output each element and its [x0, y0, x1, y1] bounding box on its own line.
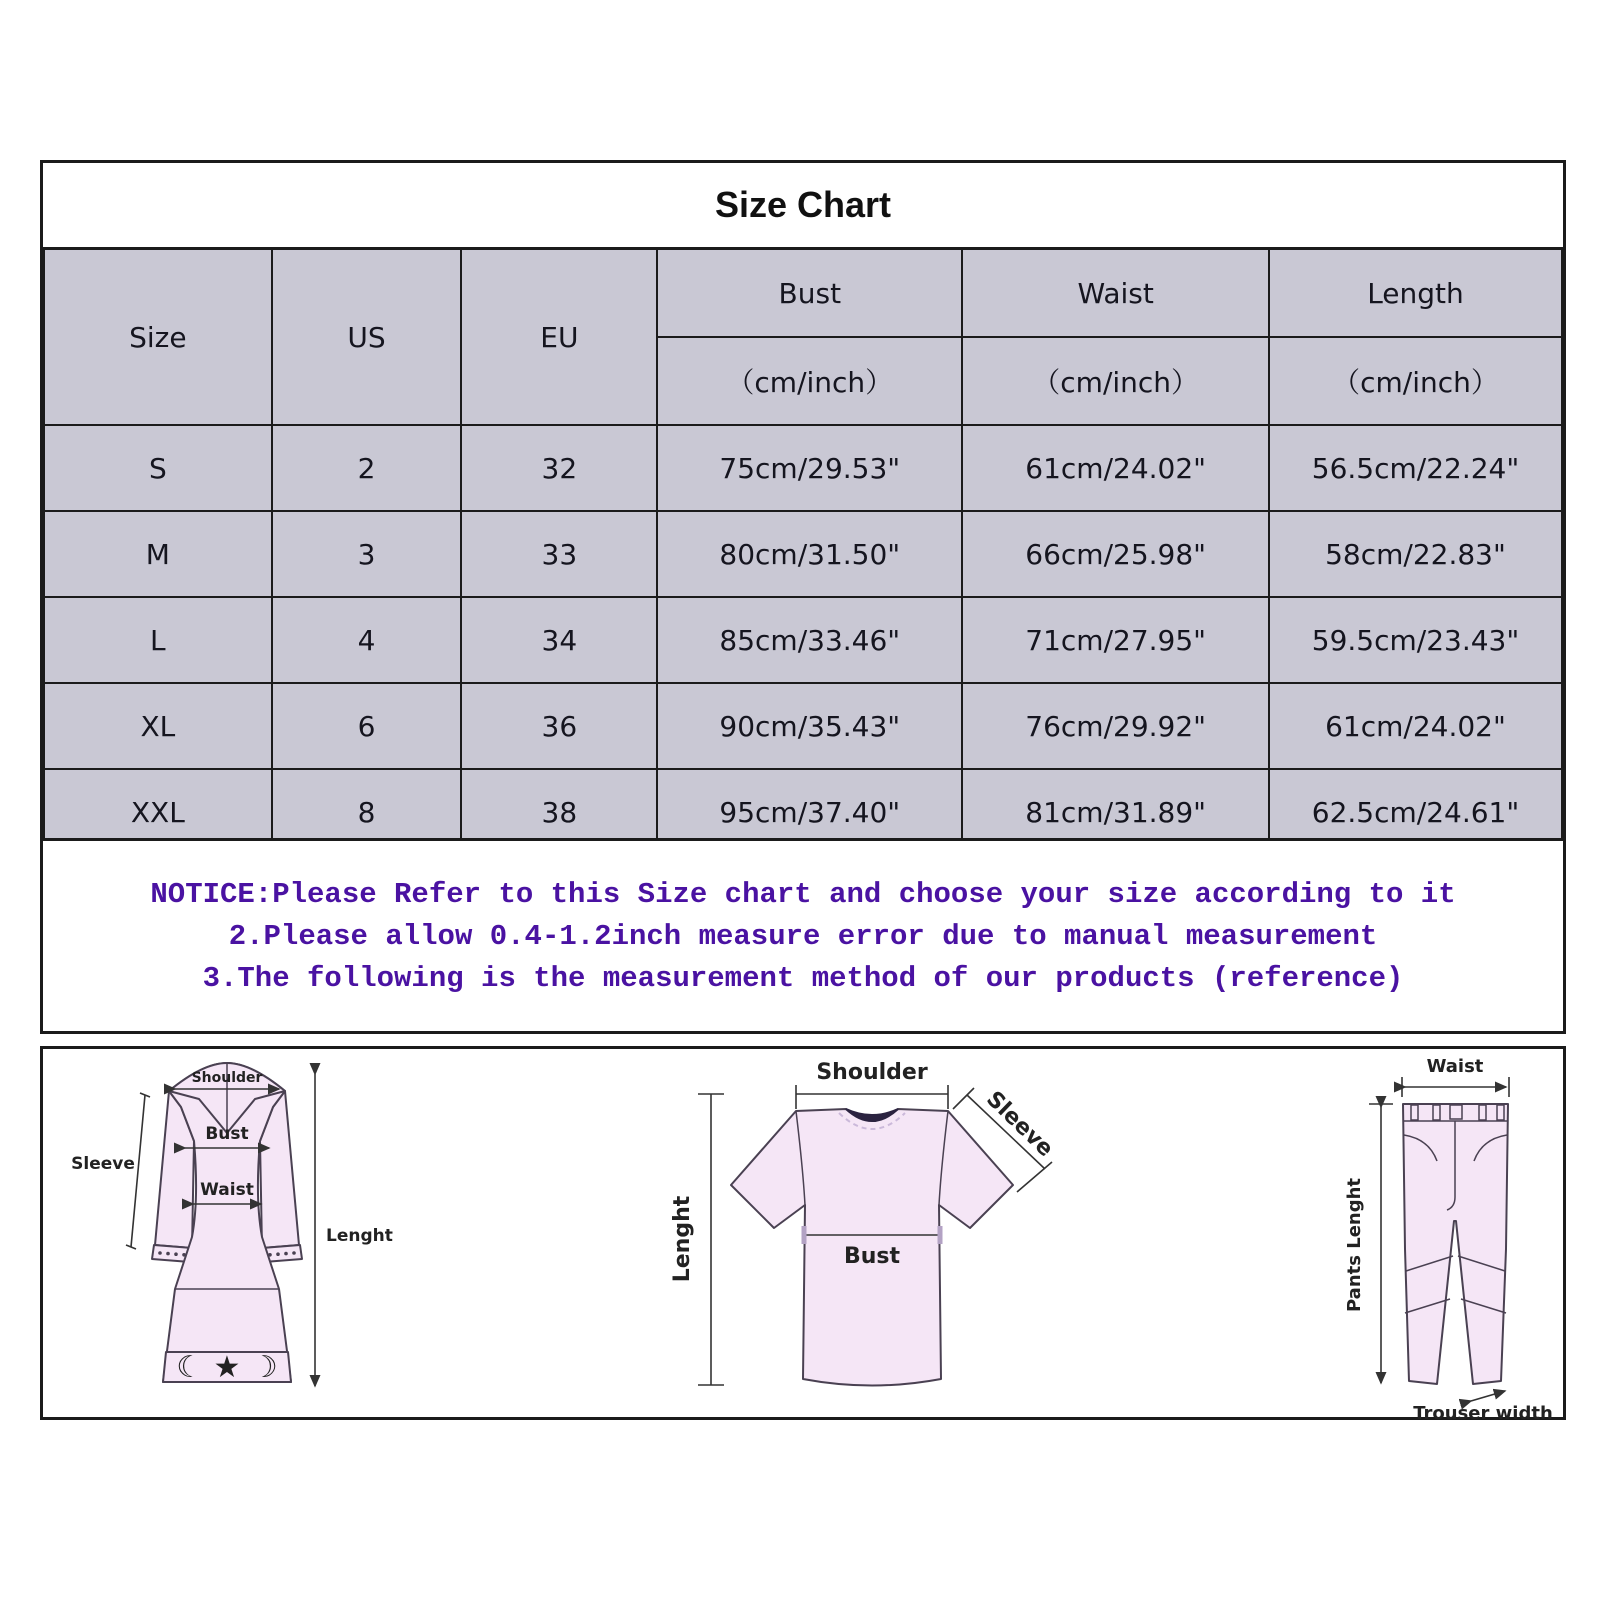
- dress-shoulder-label: Shoulder: [191, 1070, 263, 1086]
- eu-cell: 36: [461, 683, 657, 769]
- eu-cell: 38: [461, 769, 657, 855]
- waist-cell: 71cm/27.95": [962, 597, 1269, 683]
- bust-cell: 80cm/31.50": [657, 511, 962, 597]
- column-header-bust: Bust: [657, 249, 962, 338]
- size-cell: L: [44, 597, 272, 683]
- dress-hem-moon-pattern: ☾ ★ ☽: [176, 1350, 278, 1385]
- table-row: [44, 597, 1562, 683]
- pants-length-label: Pants Lenght: [1344, 1177, 1365, 1313]
- page-title: Size Chart: [44, 163, 1562, 249]
- eu-cell: 33: [461, 511, 657, 597]
- size-cell: XL: [44, 683, 272, 769]
- tshirt-length-label: Lenght: [670, 1195, 695, 1283]
- tshirt-shoulder-label: Shoulder: [816, 1060, 928, 1085]
- dress-waist-label: Waist: [200, 1180, 254, 1200]
- us-cell: 8: [272, 769, 462, 855]
- measurement-diagrams-section: [40, 1046, 1566, 1420]
- pants-trouser-width-label: Trouser width: [1413, 1403, 1553, 1421]
- length-cell: 61cm/24.02": [1269, 683, 1562, 769]
- length-cell: 58cm/22.83": [1269, 511, 1562, 597]
- unit-header-bust: （cm/inch）: [657, 337, 962, 425]
- column-header-eu: EU: [461, 249, 657, 426]
- size-cell: S: [44, 425, 272, 511]
- table-header-row: [44, 249, 1562, 338]
- dress-measurement-diagram: [63, 1049, 493, 1421]
- tshirt-measurement-diagram: [643, 1049, 1123, 1421]
- length-cell: 56.5cm/22.24": [1269, 425, 1562, 511]
- column-header-size: Size: [44, 249, 272, 426]
- column-header-us: US: [272, 249, 462, 426]
- table-row: [44, 511, 1562, 597]
- bust-cell: 75cm/29.53": [657, 425, 962, 511]
- table-row: [44, 683, 1562, 769]
- table-row: [44, 425, 1562, 511]
- table-title-row: [44, 163, 1562, 249]
- bust-cell: 85cm/33.46": [657, 597, 962, 683]
- pants-measurement-diagram: [1153, 1049, 1573, 1421]
- bust-cell: 90cm/35.43": [657, 683, 962, 769]
- waist-cell: 81cm/31.89": [962, 769, 1269, 855]
- us-cell: 2: [272, 425, 462, 511]
- pants-trouser-width-measure-line: [1471, 1391, 1505, 1401]
- pants-waist-label: Waist: [1426, 1056, 1484, 1077]
- waist-cell: 61cm/24.02": [962, 425, 1269, 511]
- tshirt-sleeve-tick-bottom: [1017, 1162, 1052, 1192]
- waist-cell: 66cm/25.98": [962, 511, 1269, 597]
- notice-section: [40, 838, 1566, 1034]
- size-table: [43, 163, 1563, 856]
- column-header-waist: Waist: [962, 249, 1269, 338]
- notice-line-3: 3.The following is the measurement method of our products (reference): [202, 961, 1404, 995]
- dress-bust-label: Bust: [205, 1124, 249, 1144]
- us-cell: 3: [272, 511, 462, 597]
- unit-header-waist: （cm/inch）: [962, 337, 1269, 425]
- eu-cell: 34: [461, 597, 657, 683]
- length-cell: 59.5cm/23.43": [1269, 597, 1562, 683]
- bust-cell: 95cm/37.40": [657, 769, 962, 855]
- tshirt-bust-label: Bust: [843, 1244, 901, 1269]
- notice-line-2: 2.Please allow 0.4-1.2inch measure error due to manual measurement: [228, 919, 1378, 953]
- us-cell: 4: [272, 597, 462, 683]
- length-cell: 62.5cm/24.61": [1269, 769, 1562, 855]
- unit-header-length: （cm/inch）: [1269, 337, 1562, 425]
- us-cell: 6: [272, 683, 462, 769]
- tshirt-sleeve-label: Sleeve: [981, 1086, 1058, 1162]
- size-table-section: [40, 160, 1566, 838]
- waist-cell: 76cm/29.92": [962, 683, 1269, 769]
- column-header-length: Length: [1269, 249, 1562, 338]
- dress-length-label: Lenght: [326, 1226, 393, 1246]
- eu-cell: 32: [461, 425, 657, 511]
- size-cell: XXL: [44, 769, 272, 855]
- notice-line-1: NOTICE:Please Refer to this Size chart and choose your size according to it: [150, 877, 1456, 911]
- dress-sleeve-label: Sleeve: [71, 1154, 135, 1174]
- size-cell: M: [44, 511, 272, 597]
